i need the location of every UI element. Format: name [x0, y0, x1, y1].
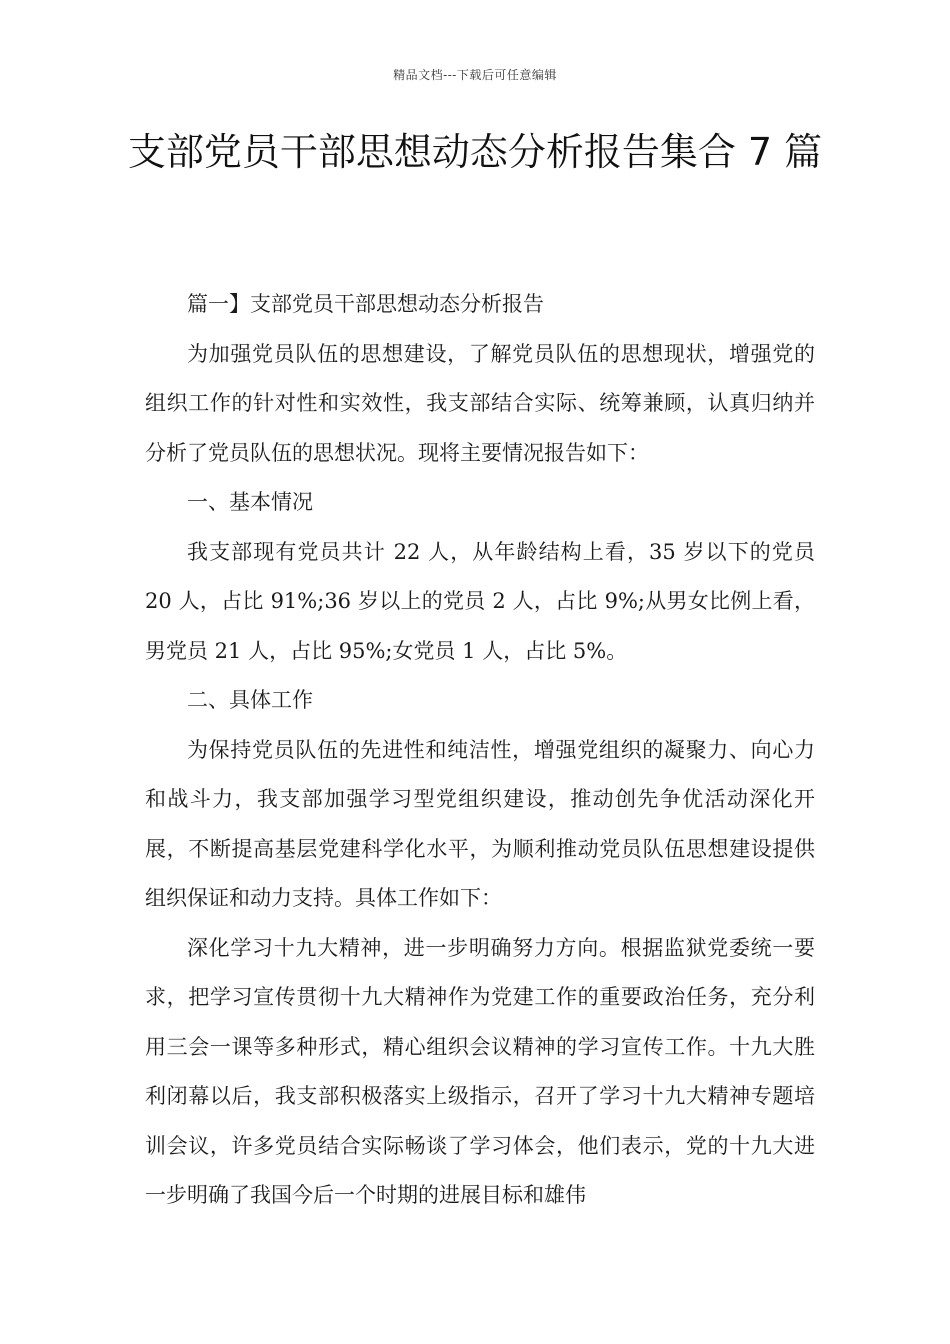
section-heading-part-one: 篇一】支部党员干部思想动态分析报告	[187, 292, 544, 316]
paragraph-study-nineteenth: 深化学习十九大精神，进一步明确努力方向。根据监狱党委统一要求，把学习宣传贯彻十九大精神作为党建工作的重要政治任务，充分利用三会一课等多种形式，精心组织会议精神的学习宣传工作。十九大胜利闭幕以后，我支部积极落实上级指示，召开了学习十九大精神专题培训会议，许多党员结合实际畅谈了学习体会，他们表示，党的十九大进一步明确了我国今后一个时期的进展目标和雄伟	[145, 935, 815, 1207]
paragraph-basic-info: 我支部现有党员共计 22 人，从年龄结构上看，35 岁以下的党员 20 人，占比 91%;36 岁以上的党员 2 人，占比 9%;从男女比例上看，男党员 21 人，占比 95%;女党员 1 人，占比 5%。	[145, 539, 815, 663]
document-body	[145, 280, 815, 1221]
header-note: 精品文档---下载后可任意编辑	[393, 68, 557, 82]
section-heading-basic-info: 一、基本情况	[187, 490, 313, 514]
paragraph-intro: 为加强党员队伍的思想建设，了解党员队伍的思想现状，增强党的组织工作的针对性和实效性，我支部结合实际、统筹兼顾，认真归纳并分析了党员队伍的思想状况。现将主要情况报告如下：	[145, 341, 815, 465]
section-heading-specific-work: 二、具体工作	[187, 688, 313, 712]
document-title: 支部党员干部思想动态分析报告集合 7 篇	[127, 130, 823, 174]
paragraph-specific-work: 为保持党员队伍的先进性和纯洁性，增强党组织的凝聚力、向心力和战斗力，我支部加强学习型党组织建设，推动创先争优活动深化开展，不断提高基层党建科学化水平，为顺利推动党员队伍思想建设提供组织保证和动力支持。具体工作如下：	[145, 737, 815, 910]
